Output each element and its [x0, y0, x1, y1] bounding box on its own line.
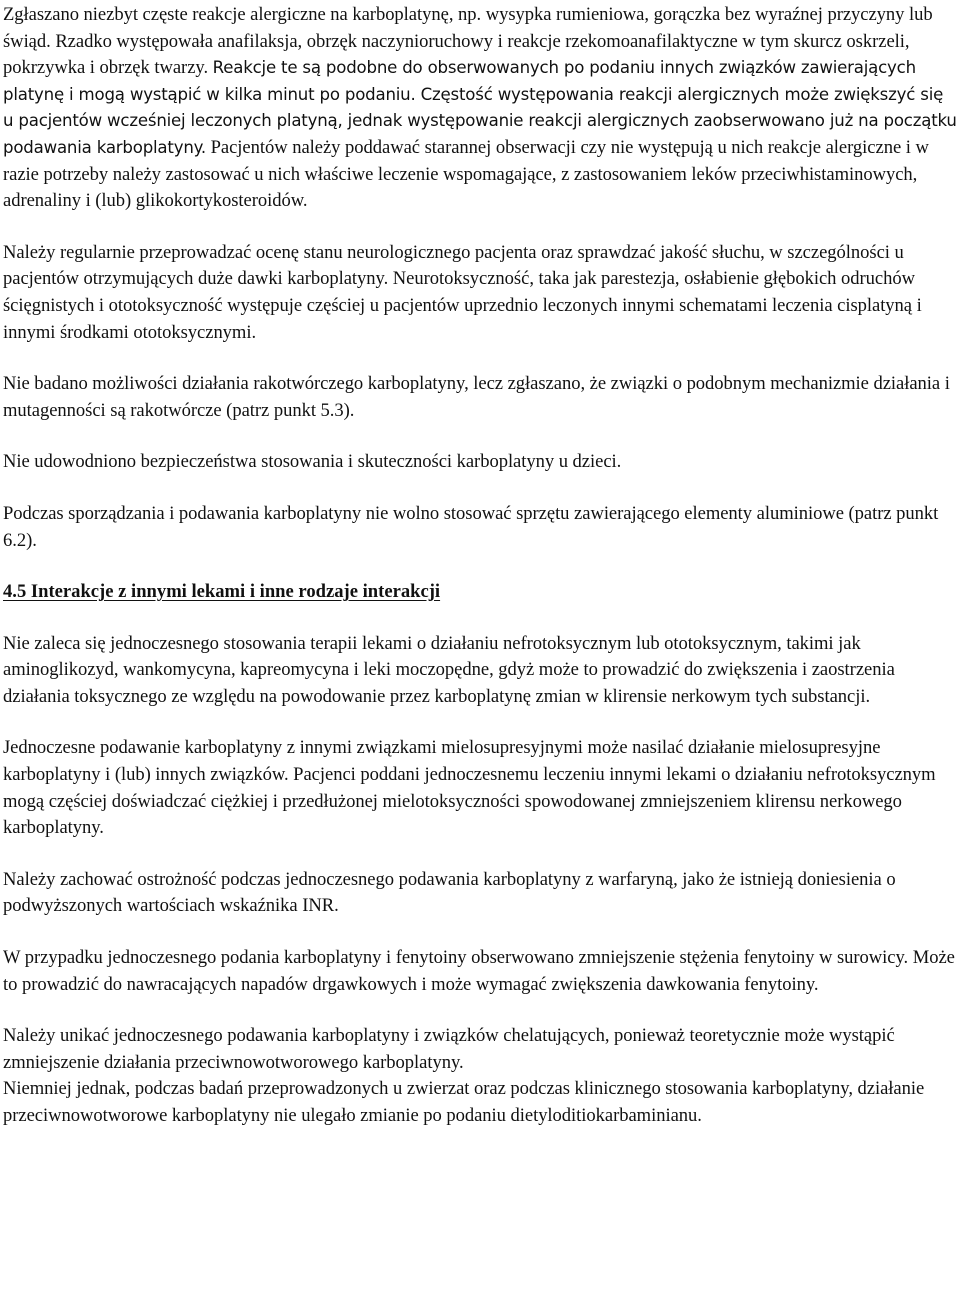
paragraph-phenytoin: W przypadku jednoczesnego podania karboplatyny i fenytoiny obserwowano zmniejszenie stężenia fenytoiny w surowicy. Może to prowadzić do nawracających napadów drgawkowych i może wymagać zwiększenia dawkowania fenytoiny.: [3, 947, 955, 995]
paragraph-warfarin: Należy zachować ostrożność podczas jednoczesnego podawania karboplatyny z warfaryną, jako że istnieją doniesienia o podwyższonych wartościach wskaźnika INR.: [3, 868, 896, 917]
paragraph-chelating-compounds: Należy unikać jednoczesnego podawania karboplatyny i związków chelatujących, ponieważ teoretycznie może wystąpić zmniejszenie działania przeciwnowotworowego karboplatyny.: [3, 1025, 895, 1073]
section-heading-interactions: 4.5 Interakcje z innymi lekami i inne rodzaje interakcji: [3, 581, 441, 603]
allergic-reactions-text: Zgłaszano niezbyt częste reakcje alergiczne na karboplatynę, np. wysypka rumieniowa, gorączka bez wyraźnej przyczyny lub świąd. Rzadko występowała anafilaksja, obrzęk naczynioruchowy i reakcje rzekomoanafilaktyczne w tym skurcz oskrzeli, pokrzywka i obrzęk twarzy.: [3, 4, 933, 79]
paragraph-myelosuppressive-compounds: Jednoczesne podawanie karboplatyny z innymi związkami mielosupresyjnymi może nasilać działanie mielosupresyjne karboplatyny i (lub) innych związków. Pacjenci poddani jednoczesnemu leczeniu innymi lekami o działaniu nefrotoksycznym mogą częściej doświadczać ciężkiej i przedłużonej mielotoksyczności spowodowanej zmniejszeniem klirensu nerkowego karboplatyny.: [3, 737, 936, 839]
paragraph-allergic-reactions: [3, 2, 957, 215]
document-page: [3, 2, 957, 1130]
paragraph-aluminium-equipment: Podczas sporządzania i podawania karboplatyny nie wolno stosować sprzętu zawierającego elementy aluminiowe (patrz punkt 6.2).: [3, 502, 939, 551]
allergic-reactions-observation-text: Pacjentów należy poddawać starannej obserwacji czy nie występują u nich reakcje alergiczne i w razie potrzeby należy zastosować u nich właściwe leczenie wspomagające, z zastosowaniem leków przeciwhistaminowych, adrenaliny i (lub) glikokortykosteroidów.: [3, 136, 929, 212]
paragraph-nephrotoxic-drugs: Nie zaleca się jednoczesnego stosowania terapii lekami o działaniu nefrotoksycznym lub ototoksycznym, takimi jak aminoglikozyd, wankomycyna, kapreomycyna i leki moczopędne, gdyż może to prowadzić do zwiększenia i zaostrzenia działania toksycznego ze względu na powodowanie przez karboplatynę zmian w klirensie nerkowym tych substancji.: [3, 632, 895, 707]
allergic-reactions-similarity-text: Reakcje te są podobne do obserwowanych po podaniu innych związków zawierających platynę i mogą wystąpić w kilka minut po podaniu. Częstość występowania reakcji alergicznych może zwiększyć się u pacjentów wcześniej leczonych platyną, jednak występowanie reakcji alergicznych zaobserwowano już na początku podawania karboplatyny.: [3, 58, 957, 157]
paragraph-neurological-assessment: Należy regularnie przeprowadzać ocenę stanu neurologicznego pacjenta oraz sprawdzać jakość słuchu, w szczególności u pacjentów otrzymujących duże dawki karboplatyny. Neurotoksyczność, taka jak parestezja, osłabienie głębokich odruchów ścięgnistych i ototoksyczność występuje częściej u pacjentów uprzednio leczonych innymi schematami leczenia cisplatyną i innymi środkami ototoksycznymi.: [3, 241, 922, 343]
paragraph-carcinogenicity: Nie badano możliwości działania rakotwórczego karboplatyny, lecz zgłaszano, że związki o podobnym mechanizmie działania i mutagenności są rakotwórcze (patrz punkt 5.3).: [3, 373, 950, 421]
paragraph-animal-studies: Niemniej jednak, podczas badań przeprowadzonych u zwierzat oraz podczas klinicznego stosowania karboplatyny, działanie przeciwnowotworowe karboplatyny nie ulegało zmianie po podaniu dietyloditiokarbaminianu.: [3, 1078, 925, 1126]
paragraph-pediatric-safety: Nie udowodniono bezpieczeństwa stosowania i skuteczności karboplatyny u dzieci.: [3, 451, 622, 473]
